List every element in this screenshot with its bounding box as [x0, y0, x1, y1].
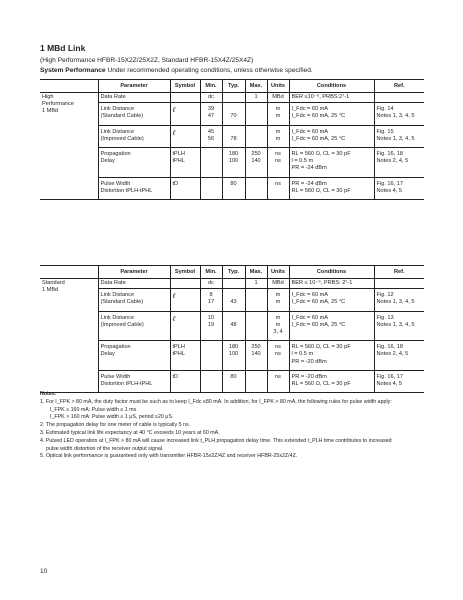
ref-line: Fig. 16, 18 [376, 150, 403, 157]
param-line: Link Distance [100, 128, 135, 135]
column-header: Symbol [170, 266, 200, 279]
cell-symbol [170, 93, 200, 103]
cell-param [98, 147, 170, 177]
cell-typ [222, 341, 245, 371]
ref-line: Fig. 16, 17 [376, 373, 403, 380]
ref-line: Notes 1, 3, 4, 5 [376, 321, 415, 328]
table-row [40, 311, 424, 341]
cell-typ [222, 93, 245, 103]
group-header [40, 266, 98, 279]
cell-ref [374, 147, 424, 177]
cell-ref [374, 103, 424, 125]
min-line: 10 [207, 314, 215, 321]
group-label-line: Standard [42, 280, 65, 286]
note-2: 2. The propagation delay for one meter of cable is typically 5 ns. [40, 422, 191, 429]
note-1-rule-a: I_FPK ≤ 160 mA: Pulse width ≤ 1 ms [50, 406, 137, 413]
max-line: 140 [251, 351, 261, 358]
symbol-line [173, 280, 198, 287]
cell-cond [289, 341, 374, 371]
max-line [248, 129, 265, 136]
symbol-line: tPLH [172, 150, 185, 157]
cell-cond [289, 279, 374, 289]
cell-param [98, 125, 170, 147]
cell-cond [289, 289, 374, 311]
column-header: Min. [200, 266, 222, 279]
group-label-line: Performance [42, 101, 75, 108]
param-line: Propagation [100, 150, 131, 157]
system-performance-text: Under recommended operating conditions, unless otherwise specified. [107, 67, 313, 74]
cell-min [200, 103, 222, 125]
max-line [248, 322, 265, 329]
cell-typ [222, 103, 245, 125]
cond-line: l = 0.5 m [291, 351, 314, 358]
cell-param [98, 289, 170, 311]
cell-param [98, 103, 170, 125]
cell-max [245, 177, 267, 199]
min-line: 45 [207, 128, 215, 135]
units-line: ns [275, 180, 281, 187]
system-performance-label: System Performance [40, 67, 106, 74]
typ-line: 180 [228, 150, 239, 157]
cell-max [245, 103, 267, 125]
cond-line: RL = 560 Ω, CL = 30 pF [291, 150, 351, 157]
notes-title: Notes: [40, 391, 57, 397]
cell-max [245, 311, 267, 341]
cell-param [98, 311, 170, 341]
min-line [203, 374, 220, 381]
min-line [203, 351, 220, 358]
param-line: (Improved Cable) [100, 321, 144, 328]
param-line: (Improved Cable) [100, 135, 144, 142]
table-row [40, 125, 424, 147]
cell-units [267, 279, 289, 289]
cond-line: PR = -20 dBm [291, 373, 327, 380]
column-header: Conditions [289, 266, 374, 279]
min-line [203, 151, 220, 158]
column-header: Min. [200, 80, 222, 93]
ref-line: Fig. 16, 18 [376, 344, 403, 351]
units-line: m [275, 292, 281, 299]
notes [40, 391, 430, 461]
column-header: Typ. [222, 266, 245, 279]
cond-line: BER ≤10⁻⁹, PRBS:2⁷-1 [291, 94, 350, 100]
table-row [40, 370, 424, 392]
units-line: ns [275, 150, 281, 157]
param-line: (Standard Cable) [100, 113, 144, 120]
cell-param [98, 177, 170, 199]
param-line: (Standard Cable) [100, 299, 144, 306]
max-line: 1 [254, 94, 258, 100]
high-performance-table [40, 79, 424, 200]
note-4: 4. Pulsed LED operation at I_FPK > 80 mA will cause increased link t_PLH propagation delay time. This extended t_PLH time contributes to increased [40, 437, 392, 444]
units-line: m [275, 113, 281, 120]
group-label-line: 1 MBd [42, 287, 59, 294]
symbol-line: tPLH [172, 344, 185, 351]
cell-units [267, 311, 289, 341]
typ-line: 48 [230, 321, 237, 328]
cell-min [200, 177, 222, 199]
column-header: Symbol [170, 80, 200, 93]
units-line: ns [275, 351, 281, 358]
cell-typ [222, 370, 245, 392]
cell-symbol [170, 311, 200, 341]
cond-line: I_Fdc = 60 mA [291, 128, 329, 135]
table-row [40, 279, 424, 289]
max-line: 250 [251, 150, 261, 157]
param-line: Pulse Width [100, 180, 131, 187]
param-line: Distortion tPLH-tPHL [100, 380, 153, 387]
typ-line: 80 [230, 180, 237, 187]
cell-units [267, 341, 289, 371]
min-line: 56 [207, 135, 215, 142]
max-line [248, 292, 265, 299]
param-line: Link Distance [100, 314, 135, 321]
units-line: ns [275, 158, 281, 165]
cell-max [245, 370, 267, 392]
cell-max [245, 147, 267, 177]
cond-line: RL = 560 Ω, CL = 30 pF [291, 344, 351, 351]
max-line [248, 315, 265, 322]
min-line: 17 [207, 299, 215, 306]
cell-ref [374, 93, 424, 103]
group-cell [40, 93, 98, 200]
note-3: 3. Estimated typical link life expectancy at 40 °C exceeds 10 years at 60 mA. [40, 429, 220, 436]
units-line: m [275, 135, 281, 142]
cell-units [267, 147, 289, 177]
cell-ref [374, 311, 424, 341]
max-line [248, 113, 265, 120]
cell-min [200, 370, 222, 392]
ref-line: Notes 4, 5 [376, 380, 402, 387]
column-header: Max. [245, 80, 267, 93]
cell-symbol [170, 177, 200, 199]
group-label-line: High [42, 94, 54, 100]
min-line: 8 [209, 292, 213, 299]
ref-line: Fig. 15 [376, 128, 394, 135]
typ-line: 100 [228, 351, 239, 358]
typ-line: 78 [230, 135, 237, 142]
column-header: Typ. [222, 80, 245, 93]
min-line: dc [208, 94, 214, 100]
ref-line: Notes 2, 4, 5 [376, 351, 409, 358]
ref-line: Notes 4, 5 [376, 187, 402, 194]
units-line: m [275, 321, 281, 328]
min-line: 47 [207, 113, 215, 120]
cell-units [267, 177, 289, 199]
param-line: Link Distance [100, 106, 135, 113]
cell-param [98, 341, 170, 371]
units-line: MBd [272, 94, 284, 100]
cell-cond [289, 125, 374, 147]
max-line: 140 [251, 158, 261, 165]
cell-ref [374, 279, 424, 289]
param-line: Pulse Width [100, 373, 131, 380]
typ-line [225, 315, 243, 322]
cell-max [245, 289, 267, 311]
cell-cond [289, 147, 374, 177]
typ-line: 43 [230, 299, 237, 306]
symbol-line: ℓ [172, 105, 176, 115]
max-line [248, 181, 265, 188]
symbol-line: tPHL [172, 158, 185, 165]
column-header: Units [267, 266, 289, 279]
cell-symbol [170, 341, 200, 371]
max-line: 1 [254, 280, 258, 286]
cond-line: I_Fdc = 60 mA [291, 314, 329, 321]
min-line [203, 344, 220, 351]
units-line: m [275, 314, 281, 321]
cond-line: BER ≤ 10⁻⁹, PRBS: 2⁷-1 [291, 280, 353, 286]
table-row [40, 103, 424, 125]
cell-max [245, 341, 267, 371]
cond-line: PR = -20 dBm [291, 358, 327, 365]
section-title: 1 MBd Link [40, 43, 86, 53]
cell-typ [222, 279, 245, 289]
ref-line: Notes 1, 3, 4, 5 [376, 299, 415, 306]
cell-typ [222, 311, 245, 341]
cond-line: I_Fdc = 60 mA [291, 292, 329, 299]
units-line: m [275, 299, 281, 306]
min-line: 39 [207, 106, 215, 113]
column-header: Parameter [98, 266, 170, 279]
cell-cond [289, 311, 374, 341]
param-line: Propagation [100, 344, 131, 351]
param-line: Link Distance [100, 292, 135, 299]
cell-max [245, 125, 267, 147]
cell-symbol [170, 279, 200, 289]
units-line: ns [275, 344, 281, 351]
cell-cond [289, 177, 374, 199]
symbol-line: tD [172, 373, 179, 380]
cell-min [200, 289, 222, 311]
group-label-line: 1 MBd [42, 108, 59, 115]
typ-line: 180 [228, 344, 239, 351]
cell-param [98, 93, 170, 103]
typ-line [225, 280, 243, 287]
cell-max [245, 93, 267, 103]
table-row [40, 341, 424, 371]
column-header: Conditions [289, 80, 374, 93]
table-row [40, 177, 424, 199]
cond-line: PR = -24 dBm [291, 165, 327, 172]
cell-ref [374, 370, 424, 392]
cell-symbol [170, 125, 200, 147]
symbol-line: ℓ [172, 127, 176, 137]
column-header: Units [267, 80, 289, 93]
ref-line [377, 94, 423, 101]
cell-units [267, 125, 289, 147]
cell-min [200, 311, 222, 341]
note-1: 1. For I_FPK > 80 mA, the duty factor must be such as to keep I_Fdc ≤80 mA. In addition, for I_FPK > 80 mA, the following rules for pulse width apply: [40, 398, 392, 405]
ref-line: Notes 1, 3, 4, 5 [376, 135, 415, 142]
param-line: Distortion tPLH-tPHL [100, 187, 153, 194]
ref-line: Fig. 13 [376, 314, 394, 321]
typ-line [225, 292, 243, 299]
table-row [40, 289, 424, 311]
cond-line: PR = -24 dBm [291, 180, 327, 187]
page-number: 10 [40, 568, 48, 575]
param-line: Data Rate [100, 280, 126, 286]
ref-line: Notes 2, 4, 5 [376, 158, 409, 165]
param-line: Delay [100, 351, 115, 358]
typ-line [225, 94, 243, 101]
cell-ref [374, 289, 424, 311]
symbol-line: ℓ [172, 291, 176, 301]
symbol-line: ℓ [172, 313, 176, 323]
units-line: MBd [272, 280, 284, 286]
cell-symbol [170, 103, 200, 125]
cell-typ [222, 147, 245, 177]
min-line [203, 181, 220, 188]
cell-ref [374, 341, 424, 371]
cond-line: I_Fdc = 60 mA, 25 °C [291, 321, 346, 328]
note-5: 5. Optical link performance is guaranteed only with transmitter HFBR-15x2Z/4Z and receiver HFBR-25x2Z/4Z. [40, 453, 298, 460]
cell-units [267, 93, 289, 103]
column-header: Max. [245, 266, 267, 279]
cell-param [98, 279, 170, 289]
system-performance-line [40, 67, 313, 74]
max-line [248, 299, 265, 306]
cell-param [98, 370, 170, 392]
table-row [40, 93, 424, 103]
cell-ref [374, 177, 424, 199]
cond-line: RL = 560 Ω, CL = 30 pF [291, 380, 351, 387]
typ-line [225, 129, 243, 136]
cell-units [267, 370, 289, 392]
cell-min [200, 147, 222, 177]
cell-cond [289, 93, 374, 103]
column-header: Ref. [374, 80, 424, 93]
cond-line: RL = 560 Ω, CL = 30 pF [291, 187, 351, 194]
units-line: ns [275, 373, 281, 380]
min-line: 19 [207, 321, 215, 328]
cell-max [245, 279, 267, 289]
min-line: dc [208, 280, 214, 286]
cell-symbol [170, 289, 200, 311]
cell-typ [222, 177, 245, 199]
cond-line: I_Fdc = 60 mA, 25 °C [291, 113, 346, 120]
typ-line: 80 [230, 373, 237, 380]
param-line: Delay [100, 158, 115, 165]
note-1-rule-b: I_FPK > 160 mA: Pulse width ≤ 1 μS, period ≥20 μS. [50, 414, 174, 421]
typ-line: 100 [228, 158, 239, 165]
table-row [40, 147, 424, 177]
ref-line: Fig. 14 [376, 106, 394, 113]
ref-line: Notes 1, 3, 4, 5 [376, 113, 415, 120]
cond-line: I_Fdc = 60 mA, 25 °C [291, 135, 346, 142]
cond-line: I_Fdc = 60 mA, 25 °C [291, 299, 346, 306]
ref-line [377, 280, 423, 287]
cell-cond [289, 103, 374, 125]
units-line: m [275, 106, 281, 113]
cond-line: I_Fdc = 60 mA [291, 106, 329, 113]
symbol-line: tD [172, 180, 179, 187]
part-numbers-subtitle: (High Performance HFBR-15X2Z/25X2Z, Standard HFBR-15X4Z/25X4Z) [40, 57, 254, 64]
cell-ref [374, 125, 424, 147]
max-line [248, 374, 265, 381]
param-line: Data Rate [100, 94, 126, 100]
cell-min [200, 279, 222, 289]
symbol-line [173, 94, 198, 101]
cond-line: l = 0.5 m [291, 158, 314, 165]
column-header: Ref. [374, 266, 424, 279]
cell-symbol [170, 147, 200, 177]
cell-typ [222, 125, 245, 147]
column-header: Parameter [98, 80, 170, 93]
group-header [40, 80, 98, 93]
typ-line [225, 106, 243, 113]
units-line: 3, 4 [273, 328, 283, 335]
units-line: m [275, 128, 281, 135]
cell-cond [289, 370, 374, 392]
ref-line: Fig. 12 [376, 292, 394, 299]
cell-typ [222, 289, 245, 311]
group-cell [40, 279, 98, 393]
ref-line: Fig. 16, 17 [376, 180, 403, 187]
note-4-continued: pulse width distortion of the receiver output signal. [46, 445, 164, 452]
standard-table [40, 265, 424, 393]
max-line [248, 106, 265, 113]
cell-units [267, 103, 289, 125]
cell-min [200, 93, 222, 103]
cell-min [200, 341, 222, 371]
max-line: 250 [251, 344, 261, 351]
cell-min [200, 125, 222, 147]
min-line [203, 158, 220, 165]
typ-line: 70 [230, 113, 237, 120]
cell-units [267, 289, 289, 311]
cell-symbol [170, 370, 200, 392]
symbol-line: tPHL [172, 351, 185, 358]
max-line [248, 136, 265, 143]
